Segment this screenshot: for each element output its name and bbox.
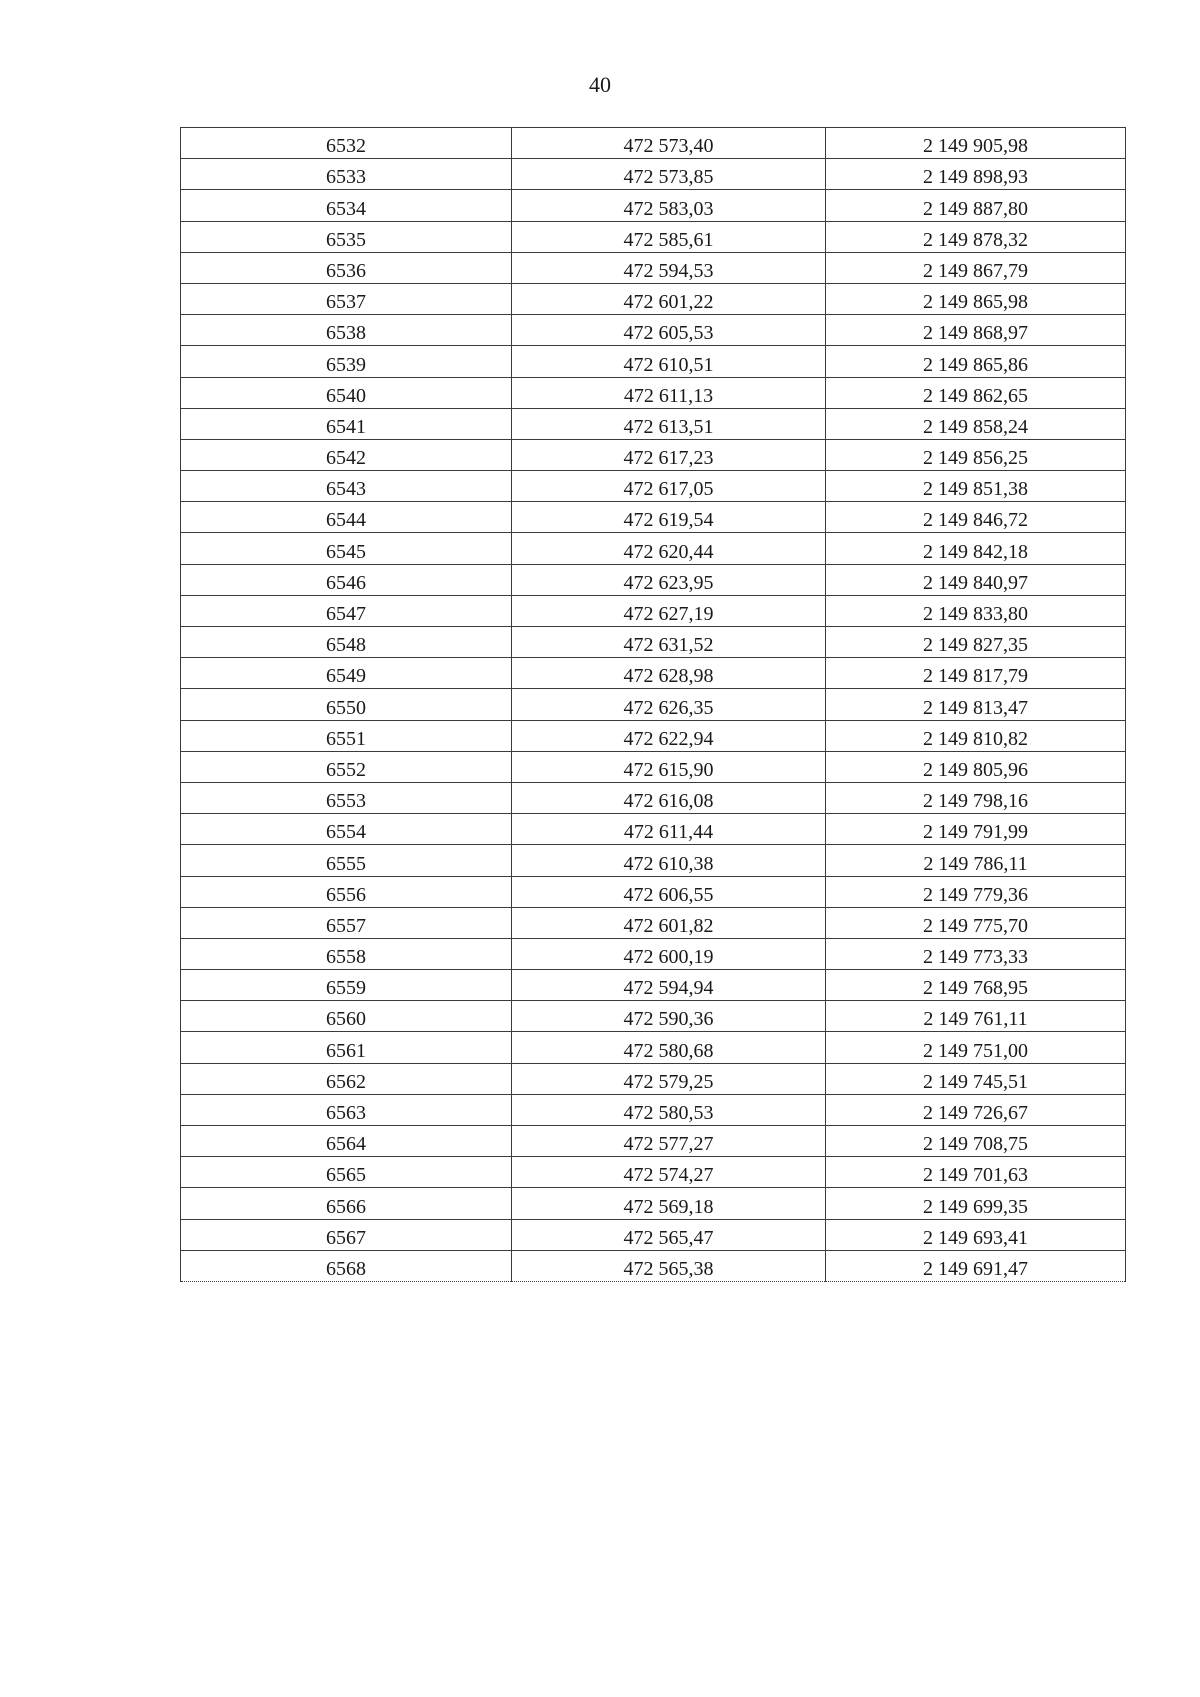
x-coordinate-cell: 472 613,51 [512,408,826,439]
x-coordinate-cell: 472 611,44 [512,814,826,845]
x-coordinate-cell: 472 594,53 [512,252,826,283]
table-row [181,1219,1126,1250]
table-row [181,1032,1126,1063]
y-coordinate-cell: 2 149 840,97 [826,564,1126,595]
y-coordinate-cell: 2 149 856,25 [826,439,1126,470]
table-row [181,658,1126,689]
table-row [181,346,1126,377]
point-number-cell: 6562 [181,1063,512,1094]
y-coordinate-cell: 2 149 701,63 [826,1157,1126,1188]
table-row [181,439,1126,470]
y-coordinate-cell: 2 149 693,41 [826,1219,1126,1250]
table-row [181,689,1126,720]
y-coordinate-cell: 2 149 867,79 [826,252,1126,283]
y-coordinate-cell: 2 149 691,47 [826,1250,1126,1281]
table-row [181,159,1126,190]
point-number-cell: 6553 [181,782,512,813]
x-coordinate-cell: 472 620,44 [512,533,826,564]
y-coordinate-cell: 2 149 751,00 [826,1032,1126,1063]
x-coordinate-cell: 472 623,95 [512,564,826,595]
x-coordinate-cell: 472 594,94 [512,970,826,1001]
x-coordinate-cell: 472 573,40 [512,128,826,159]
point-number-cell: 6563 [181,1094,512,1125]
point-number-cell: 6544 [181,502,512,533]
x-coordinate-cell: 472 627,19 [512,595,826,626]
x-coordinate-cell: 472 606,55 [512,876,826,907]
x-coordinate-cell: 472 590,36 [512,1001,826,1032]
x-coordinate-cell: 472 579,25 [512,1063,826,1094]
point-number-cell: 6556 [181,876,512,907]
point-number-cell: 6543 [181,471,512,502]
x-coordinate-cell: 472 569,18 [512,1188,826,1219]
table-row [181,627,1126,658]
point-number-cell: 6559 [181,970,512,1001]
point-number-cell: 6566 [181,1188,512,1219]
y-coordinate-cell: 2 149 842,18 [826,533,1126,564]
x-coordinate-cell: 472 601,22 [512,283,826,314]
point-number-cell: 6554 [181,814,512,845]
table-row [181,128,1126,159]
coordinates-table [180,127,1126,1282]
y-coordinate-cell: 2 149 813,47 [826,689,1126,720]
point-number-cell: 6540 [181,377,512,408]
x-coordinate-cell: 472 565,47 [512,1219,826,1250]
y-coordinate-cell: 2 149 775,70 [826,907,1126,938]
table-row [181,471,1126,502]
y-coordinate-cell: 2 149 773,33 [826,938,1126,969]
point-number-cell: 6537 [181,283,512,314]
y-coordinate-cell: 2 149 791,99 [826,814,1126,845]
point-number-cell: 6542 [181,439,512,470]
x-coordinate-cell: 472 574,27 [512,1157,826,1188]
y-coordinate-cell: 2 149 878,32 [826,221,1126,252]
table-row [181,190,1126,221]
point-number-cell: 6539 [181,346,512,377]
table-row [181,751,1126,782]
y-coordinate-cell: 2 149 768,95 [826,970,1126,1001]
point-number-cell: 6533 [181,159,512,190]
table-row [181,970,1126,1001]
point-number-cell: 6532 [181,128,512,159]
y-coordinate-cell: 2 149 745,51 [826,1063,1126,1094]
table-row [181,876,1126,907]
table-row [181,377,1126,408]
y-coordinate-cell: 2 149 827,35 [826,627,1126,658]
table-row [181,564,1126,595]
table-row [181,814,1126,845]
x-coordinate-cell: 472 565,38 [512,1250,826,1281]
x-coordinate-cell: 472 617,23 [512,439,826,470]
x-coordinate-cell: 472 626,35 [512,689,826,720]
x-coordinate-cell: 472 605,53 [512,315,826,346]
point-number-cell: 6558 [181,938,512,969]
y-coordinate-cell: 2 149 898,93 [826,159,1126,190]
x-coordinate-cell: 472 619,54 [512,502,826,533]
x-coordinate-cell: 472 622,94 [512,720,826,751]
x-coordinate-cell: 472 615,90 [512,751,826,782]
x-coordinate-cell: 472 573,85 [512,159,826,190]
y-coordinate-cell: 2 149 851,38 [826,471,1126,502]
point-number-cell: 6535 [181,221,512,252]
table-row [181,782,1126,813]
y-coordinate-cell: 2 149 699,35 [826,1188,1126,1219]
x-coordinate-cell: 472 628,98 [512,658,826,689]
y-coordinate-cell: 2 149 708,75 [826,1126,1126,1157]
x-coordinate-cell: 472 616,08 [512,782,826,813]
point-number-cell: 6541 [181,408,512,439]
table-row [181,1094,1126,1125]
y-coordinate-cell: 2 149 887,80 [826,190,1126,221]
point-number-cell: 6557 [181,907,512,938]
y-coordinate-cell: 2 149 846,72 [826,502,1126,533]
y-coordinate-cell: 2 149 798,16 [826,782,1126,813]
x-coordinate-cell: 472 610,51 [512,346,826,377]
x-coordinate-cell: 472 580,53 [512,1094,826,1125]
table-row [181,907,1126,938]
table-row [181,1063,1126,1094]
y-coordinate-cell: 2 149 786,11 [826,845,1126,876]
point-number-cell: 6538 [181,315,512,346]
x-coordinate-cell: 472 617,05 [512,471,826,502]
x-coordinate-cell: 472 577,27 [512,1126,826,1157]
x-coordinate-cell: 472 601,82 [512,907,826,938]
y-coordinate-cell: 2 149 779,36 [826,876,1126,907]
point-number-cell: 6551 [181,720,512,751]
y-coordinate-cell: 2 149 761,11 [826,1001,1126,1032]
point-number-cell: 6561 [181,1032,512,1063]
table-row [181,408,1126,439]
y-coordinate-cell: 2 149 726,67 [826,1094,1126,1125]
point-number-cell: 6549 [181,658,512,689]
y-coordinate-cell: 2 149 858,24 [826,408,1126,439]
table-row [181,1126,1126,1157]
table-row [181,845,1126,876]
y-coordinate-cell: 2 149 810,82 [826,720,1126,751]
point-number-cell: 6536 [181,252,512,283]
point-number-cell: 6547 [181,595,512,626]
page-number: 40 [589,72,611,97]
coordinates-table-body [181,128,1126,1282]
table-row [181,315,1126,346]
point-number-cell: 6545 [181,533,512,564]
point-number-cell: 6567 [181,1219,512,1250]
y-coordinate-cell: 2 149 865,98 [826,283,1126,314]
x-coordinate-cell: 472 583,03 [512,190,826,221]
x-coordinate-cell: 472 611,13 [512,377,826,408]
y-coordinate-cell: 2 149 805,96 [826,751,1126,782]
point-number-cell: 6546 [181,564,512,595]
y-coordinate-cell: 2 149 865,86 [826,346,1126,377]
x-coordinate-cell: 472 585,61 [512,221,826,252]
point-number-cell: 6555 [181,845,512,876]
table-row [181,533,1126,564]
table-row [181,1188,1126,1219]
table-row [181,502,1126,533]
point-number-cell: 6552 [181,751,512,782]
point-number-cell: 6550 [181,689,512,720]
point-number-cell: 6534 [181,190,512,221]
table-row [181,595,1126,626]
y-coordinate-cell: 2 149 817,79 [826,658,1126,689]
table-row [181,1001,1126,1032]
x-coordinate-cell: 472 610,38 [512,845,826,876]
y-coordinate-cell: 2 149 905,98 [826,128,1126,159]
point-number-cell: 6565 [181,1157,512,1188]
x-coordinate-cell: 472 600,19 [512,938,826,969]
point-number-cell: 6564 [181,1126,512,1157]
table-row [181,1250,1126,1281]
table-row [181,720,1126,751]
x-coordinate-cell: 472 580,68 [512,1032,826,1063]
point-number-cell: 6548 [181,627,512,658]
point-number-cell: 6560 [181,1001,512,1032]
y-coordinate-cell: 2 149 862,65 [826,377,1126,408]
table-row [181,938,1126,969]
x-coordinate-cell: 472 631,52 [512,627,826,658]
table-row [181,1157,1126,1188]
y-coordinate-cell: 2 149 833,80 [826,595,1126,626]
table-row [181,252,1126,283]
table-row [181,221,1126,252]
point-number-cell: 6568 [181,1250,512,1281]
y-coordinate-cell: 2 149 868,97 [826,315,1126,346]
table-row [181,283,1126,314]
